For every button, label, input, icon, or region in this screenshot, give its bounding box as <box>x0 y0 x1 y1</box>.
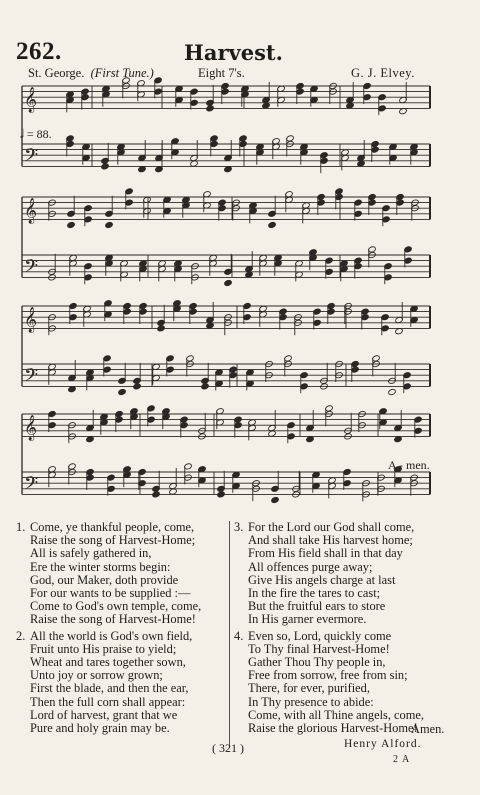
verse-line: 1. Come, ye thankful people, come, <box>16 520 195 534</box>
verse-line: Raise the song of Harvest-Home; <box>30 533 196 548</box>
verse-line: All offences purge away; <box>248 559 373 574</box>
note-head <box>67 221 75 228</box>
verse-line: Wheat and tares together sown, <box>30 655 186 670</box>
column-divider <box>229 521 230 747</box>
signature-mark: 2 A <box>393 754 411 765</box>
verse-line: All is safely gathered in, <box>30 546 152 561</box>
verse-line: Come, with all Thine angels, come, <box>248 707 424 722</box>
note-head <box>105 221 113 228</box>
author: Henry Alford. <box>344 738 422 750</box>
bass-clef-icon: 𝄢 <box>24 256 39 282</box>
tune-note: (First Tune.) <box>90 66 154 80</box>
verse-line: There, for ever, purified, <box>248 681 370 696</box>
verses-left-column <box>16 521 226 738</box>
bass-clef-icon: 𝄢 <box>24 365 39 391</box>
verse-line: Ere the winter storms begin: <box>30 559 171 574</box>
verse-line: Give His angels charge at last <box>248 572 396 587</box>
verse-line: Lord of harvest, grant that we <box>30 707 178 722</box>
verse-line: Raise the glorious Harvest-Home! <box>248 721 418 736</box>
note-head <box>217 491 225 498</box>
verse-number: 3. <box>234 520 244 534</box>
treble-clef-icon: 𝄞 <box>24 307 38 333</box>
verse-line: And shall take His harvest home; <box>248 533 413 548</box>
verse-number: 4. <box>234 628 244 643</box>
amen-text: Amen. <box>411 722 445 736</box>
treble-clef-icon: 𝄞 <box>24 198 38 224</box>
verses-right-column <box>234 521 454 738</box>
note-head <box>224 279 232 286</box>
note-head <box>118 388 126 395</box>
verse-line: Come to God's own temple, come, <box>30 599 202 614</box>
hymn-number: 262. <box>16 38 62 65</box>
verse-line: But the fruitful ears to store <box>248 599 386 614</box>
verse-line: Fruit unto His praise to yield; <box>30 641 177 656</box>
verse-line: Free from sorrow, free from sin; <box>248 668 408 683</box>
verse-2 <box>16 630 226 736</box>
note-head <box>271 496 279 503</box>
page-number: ( 321 ) <box>212 741 244 755</box>
verse-line: In the fire the tares to cast; <box>248 586 381 601</box>
verse-line: In His garner evermore. <box>248 612 367 627</box>
amen-lyric: A - men. <box>388 458 430 472</box>
verse-number: 2. <box>16 628 26 643</box>
meter: Eight 7's. <box>198 66 245 80</box>
note-head <box>157 325 165 332</box>
treble-clef-icon: 𝄞 <box>24 415 38 441</box>
verse-4 <box>234 630 454 736</box>
verse-line: Then the full corn shall appear: <box>30 694 186 709</box>
bass-clef-icon: 𝄢 <box>24 145 39 171</box>
verse-3 <box>234 521 454 627</box>
verse-line: For our wants to be supplied :— <box>30 586 191 601</box>
note-head <box>201 383 209 390</box>
verse-line: First the blade, and then the ear, <box>30 681 189 696</box>
hymn-title: Harvest. <box>184 40 283 65</box>
note-head <box>268 221 276 228</box>
verse-line: Raise the song of Harvest-Home! <box>30 612 196 627</box>
verse-line: God, our Maker, doth provide <box>30 572 179 587</box>
note-head <box>101 163 109 170</box>
verse-line: 4. Even so, Lord, quickly come <box>234 628 392 643</box>
tempo-mark: 𝅗𝅥 = 88. <box>20 127 52 141</box>
note-head <box>206 105 214 112</box>
verse-line: Pure and holy grain may be. <box>30 721 170 736</box>
note-head <box>133 383 141 390</box>
verse-1 <box>16 521 226 627</box>
verse-line: In Thy presence to abide: <box>248 694 374 709</box>
verse-line: 2. All the world is God's own field, <box>16 628 193 643</box>
note-head <box>152 491 160 498</box>
verse-line: Unto joy or sorrow grown; <box>30 668 163 683</box>
verse-line: Gather Thou Thy people in, <box>248 655 386 670</box>
treble-clef-icon: 𝄞 <box>24 87 38 113</box>
note-head <box>388 388 396 395</box>
tune-name: St. George. <box>28 66 85 80</box>
bass-clef-icon: 𝄢 <box>24 473 39 499</box>
verse-line: To Thy final Harvest-Home! <box>248 641 390 656</box>
verse-number: 1. <box>16 520 26 534</box>
composer: G. J. Elvey. <box>351 66 415 80</box>
verse-line: From His field shall in that day <box>248 546 403 561</box>
verse-line: 3. For the Lord our God shall come, <box>234 520 415 534</box>
